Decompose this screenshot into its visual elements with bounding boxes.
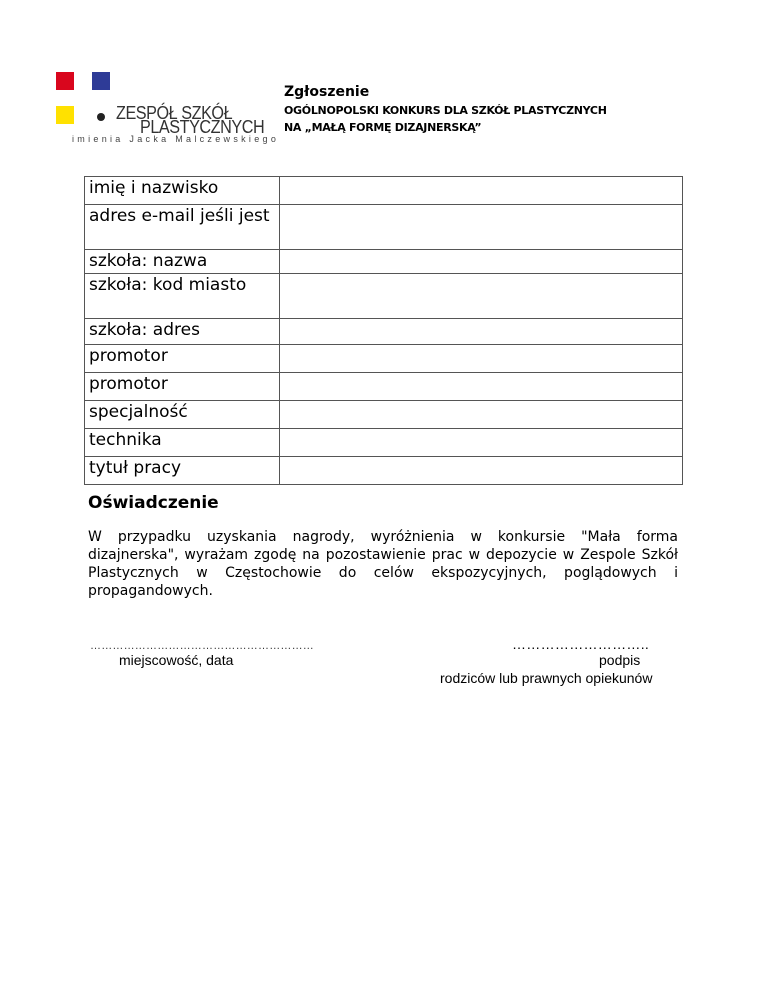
form-row xyxy=(85,457,683,485)
logo-red-square xyxy=(56,72,74,90)
form-row xyxy=(85,429,683,457)
declaration-title: Oświadczenie xyxy=(88,493,219,513)
form-field-email[interactable] xyxy=(280,205,683,250)
form-field-work-title[interactable] xyxy=(280,457,683,485)
place-date-signature-line: …………………………………………………… xyxy=(90,640,314,652)
form-row xyxy=(85,177,683,205)
signature-line: ……………………….. xyxy=(512,636,650,652)
school-logo xyxy=(56,72,280,144)
guardians-label: rodziców lub prawnych opiekunów xyxy=(440,670,653,686)
logo-text-line2: PLASTYCZNYCH xyxy=(140,117,265,137)
contest-name-line1: OGÓLNOPOLSKI KONKURS DLA SZKÓŁ PLASTYCZNYCH xyxy=(284,104,607,117)
declaration-text: W przypadku uzyskania nagrody, wyróżnienia w konkursie "Mała forma dizajnerska", wyrażam zgodę na pozostawienie prac w depozycie w Zespole Szkół Plastycznych w Częstochowie do celów ekspozycyjnych, poglądowych i propagandowych. xyxy=(88,529,678,599)
form-row xyxy=(85,319,683,345)
logo-yellow-square xyxy=(56,106,74,124)
form-field-school-name[interactable] xyxy=(280,250,683,274)
form-field-school-address[interactable] xyxy=(280,319,683,345)
contest-name-line2: NA „MAŁĄ FORMĘ DIZAJNERSKĄ” xyxy=(284,121,482,134)
form-label-school-name: szkoła: nazwa xyxy=(85,250,280,274)
logo-text-line3: imienia Jacka Malczewskiego xyxy=(72,134,280,144)
form-label-supervisor-2: promotor xyxy=(85,373,280,401)
form-label-work-title: tytuł pracy xyxy=(85,457,280,485)
logo-blue-square xyxy=(92,72,110,90)
form-row xyxy=(85,401,683,429)
form-row xyxy=(85,250,683,274)
form-row xyxy=(85,373,683,401)
form-row xyxy=(85,274,683,319)
form-label-school-address: szkoła: adres xyxy=(85,319,280,345)
form-field-supervisor-2[interactable] xyxy=(280,373,683,401)
form-field-technique[interactable] xyxy=(280,429,683,457)
logo-text-line1: ZESPÓŁ SZKÓŁ xyxy=(116,103,233,123)
place-date-label: miejscowość, data xyxy=(119,652,234,668)
application-form-table xyxy=(84,176,683,485)
form-field-supervisor-1[interactable] xyxy=(280,345,683,373)
form-label-email: adres e-mail jeśli jest xyxy=(85,205,280,250)
logo-dot xyxy=(97,113,105,121)
form-label-supervisor-1: promotor xyxy=(85,345,280,373)
form-title: Zgłoszenie xyxy=(284,84,370,100)
signature-label: podpis xyxy=(599,652,641,668)
form-row xyxy=(85,205,683,250)
form-label-technique: technika xyxy=(85,429,280,457)
form-field-name[interactable] xyxy=(280,177,683,205)
form-field-specialty[interactable] xyxy=(280,401,683,429)
form-label-school-postcode-city: szkoła: kod miasto xyxy=(85,274,280,319)
form-label-name: imię i nazwisko xyxy=(85,177,280,205)
form-field-school-postcode-city[interactable] xyxy=(280,274,683,319)
form-row xyxy=(85,345,683,373)
form-label-specialty: specjalność xyxy=(85,401,280,429)
